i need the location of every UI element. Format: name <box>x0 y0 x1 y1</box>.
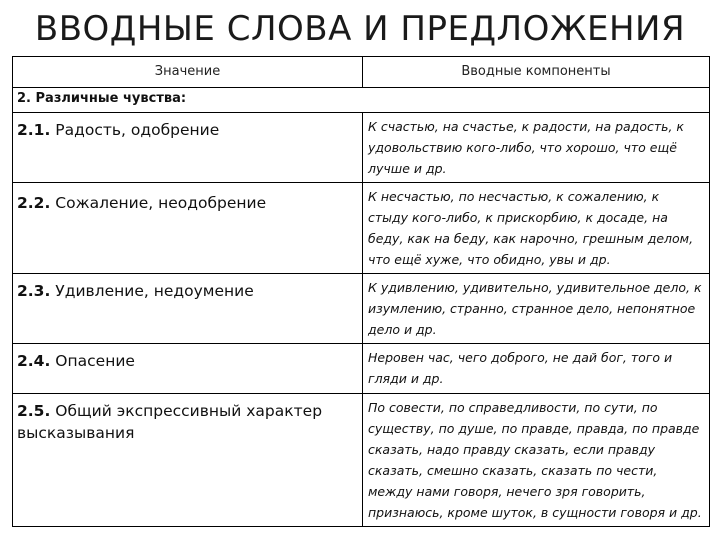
page-title: ВВОДНЫЕ СЛОВА И ПРЕДЛОЖЕНИЯ <box>34 9 686 49</box>
meaning-label: Удивление, недоумение <box>55 282 254 300</box>
meaning-cell <box>13 344 363 394</box>
table-row <box>13 274 710 344</box>
table-row <box>13 394 710 527</box>
section-cell <box>13 88 710 113</box>
header-components: Вводные компоненты <box>363 57 710 88</box>
table-row <box>13 183 710 274</box>
meaning-label: Сожаление, неодобрение <box>55 194 267 212</box>
row-number: 2.3. <box>17 282 51 300</box>
components-cell: К несчастью, по несчастью, к сожалению, к стыду кого-либо, к прискорбию, к досаде, на беду, как на беду, как нарочно, грешным делом, что ещё хуже, что обидно, увы и др. <box>363 183 710 274</box>
header-meaning: Значение <box>13 57 363 88</box>
components-cell: Неровен час, чего доброго, не дай бог, того и гляди и др. <box>363 344 710 394</box>
meaning-cell <box>13 183 363 274</box>
intro-words-table <box>12 56 710 527</box>
table-row <box>13 113 710 183</box>
table-row <box>13 344 710 394</box>
table-header-row <box>13 57 710 88</box>
row-number: 2.1. <box>17 121 51 139</box>
components-cell: К удивлению, удивительно, удивительное дело, к изумлению, странно, странное дело, непонятное дело и др. <box>363 274 710 344</box>
meaning-label: Опасение <box>55 352 135 370</box>
row-number: 2.2. <box>17 194 51 212</box>
section-row <box>13 88 710 113</box>
components-cell: По совести, по справедливости, по сути, по существу, по душе, по правде, правда, по правде сказать, надо правду сказать, если правду сказать, смешно сказать, сказать по чести, между нами говоря, нечего зря говорить, признаюсь, кроме шуток, в сущности говоря и др. <box>363 394 710 527</box>
section-number: 2. <box>17 91 31 106</box>
meaning-cell <box>13 113 363 183</box>
meaning-cell <box>13 274 363 344</box>
meaning-cell <box>13 394 363 527</box>
meaning-label: Радость, одобрение <box>55 121 220 139</box>
row-number: 2.4. <box>17 352 51 370</box>
meaning-label: Общий экспрессивный характер высказывания <box>17 402 323 442</box>
section-label: Различные чувства: <box>35 91 187 106</box>
row-number: 2.5. <box>17 402 51 420</box>
components-cell: К счастью, на счастье, к радости, на радость, к удовольствию кого-либо, что хорошо, что ещё лучше и др. <box>363 113 710 183</box>
